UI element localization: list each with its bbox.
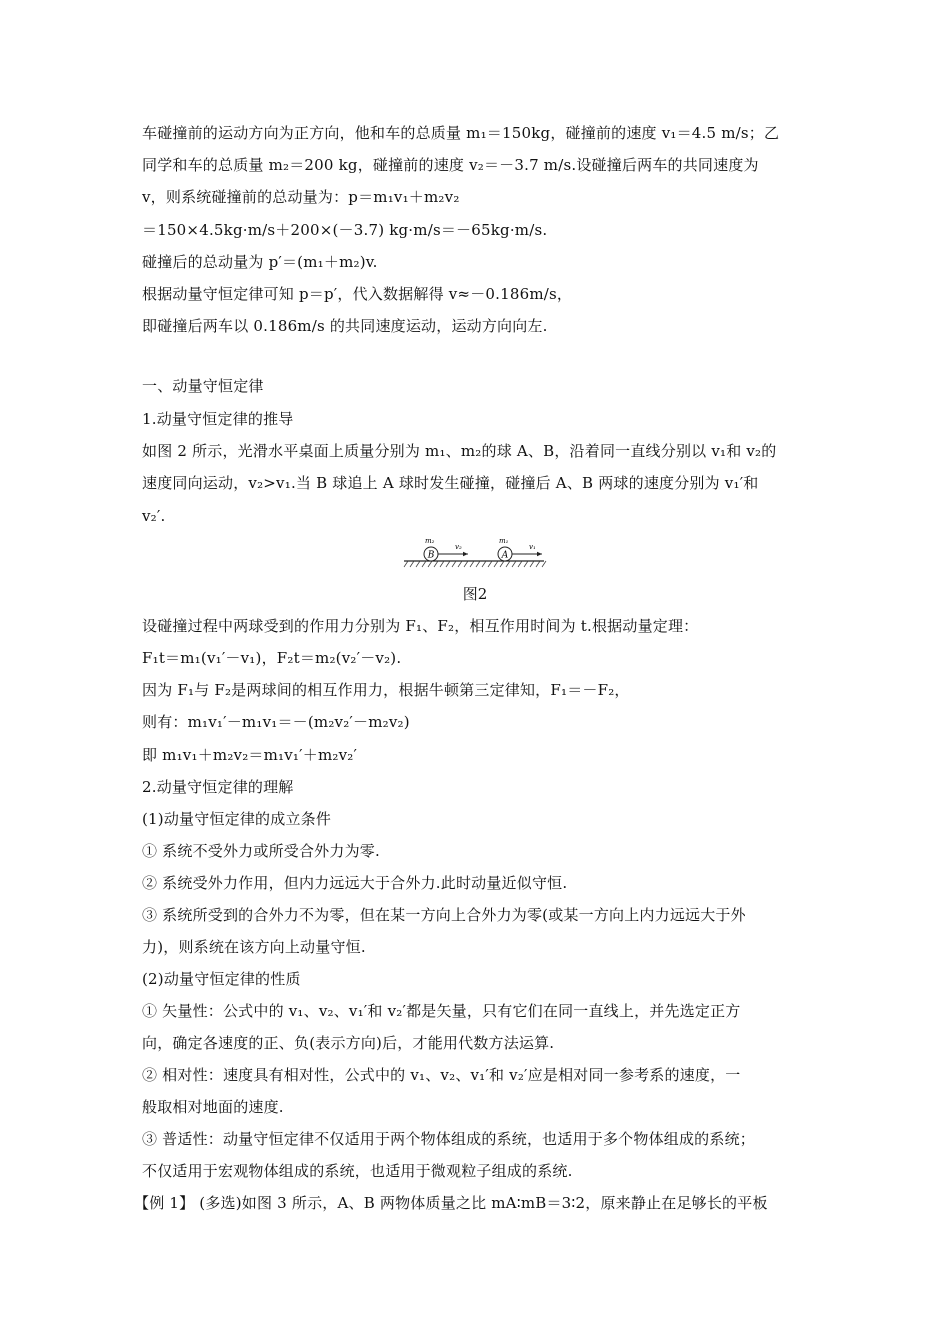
text-line: (2)动量守恒定律的性质: [142, 970, 301, 988]
text-line: 即 m₁v₁＋m₂v₂＝m₁v₁′＋m₂v₂′: [142, 746, 358, 764]
text-line: v₂′.: [142, 507, 166, 525]
velocity-a-label: v₁: [529, 543, 536, 551]
text-line: 设碰撞过程中两球受到的作用力分别为 F₁、F₂，相互作用时间为 t.根据动量定理：: [142, 617, 699, 635]
text-line: 速度同向运动，v₂>v₁.当 B 球追上 A 球时发生碰撞，碰撞后 A、B 两球的速度分别为 v₁′和: [142, 474, 759, 492]
list-item: ① 系统不受外力或所受合外力为零.: [142, 842, 380, 860]
subsection-heading: 2.动量守恒定律的理解: [142, 778, 294, 796]
mass-a-label: m₁: [499, 537, 509, 545]
text-line: 因为 F₁与 F₂是两球间的相互作用力，根据牛顿第三定律知，F₁＝－F₂，: [142, 681, 630, 699]
text-line: 根据动量守恒定律可知 p＝p′，代入数据解得 v≈－0.186m/s，: [142, 285, 573, 303]
text-line: 则有：m₁v₁′－m₁v₁＝－(m₂v₂′－m₂v₂): [142, 713, 410, 731]
velocity-b-label: v₂: [455, 543, 462, 551]
list-item: ① 矢量性：公式中的 v₁、v₂、v₁′和 v₂′都是矢量，只有它们在同一直线上，并先选定正方: [142, 1002, 741, 1020]
text-line: 不仅适用于宏观物体组成的系统，也适用于微观粒子组成的系统.: [142, 1162, 573, 1180]
text-line: ＝150×4.5kg·m/s＋200×(－3.7) kg·m/s＝－65kg·m/s.: [142, 221, 548, 239]
text-line: 如图 2 所示，光滑水平桌面上质量分别为 m₁、m₂的球 A、B，沿着同一直线分别以 v₁和 v₂的: [142, 442, 777, 460]
subsection-heading: 1.动量守恒定律的推导: [142, 410, 294, 428]
mass-b-label: m₂: [425, 537, 435, 545]
example-line: 【例 1】 (多选)如图 3 所示，A、B 两物体质量之比 mA∶mB＝3∶2，原来静止在足够长的平板: [134, 1194, 768, 1212]
list-item: ③ 普适性：动量守恒定律不仅适用于两个物体组成的系统，也适用于多个物体组成的系统；: [142, 1130, 755, 1148]
list-item: ② 相对性：速度具有相对性，公式中的 v₁、v₂、v₁′和 v₂′应是相对同一参考系的速度，一: [142, 1066, 741, 1084]
text-line: v，则系统碰撞前的总动量为：p＝m₁v₁＋m₂v₂: [142, 188, 460, 206]
text-line: 向，确定各速度的正、负(表示方向)后，才能用代数方法运算.: [142, 1034, 555, 1052]
text-line: 般取相对地面的速度.: [142, 1098, 284, 1116]
list-item: ③ 系统所受到的合外力不为零，但在某一方向上合外力为零(或某一方向上内力远远大于外: [142, 906, 746, 924]
list-item: ② 系统受外力作用，但内力远远大于合外力.此时动量近似守恒.: [142, 874, 568, 892]
ball-b-label: B: [427, 550, 435, 561]
ball-a-label: A: [501, 550, 509, 561]
text-line: 即碰撞后两车以 0.186m/s 的共同速度运动，运动方向向左.: [142, 317, 548, 335]
text-line: 同学和车的总质量 m₂＝200 kg，碰撞前的速度 v₂＝－3.7 m/s.设碰撞后两车的共同速度为: [142, 156, 759, 174]
text-line: (1)动量守恒定律的成立条件: [142, 810, 332, 828]
section-heading: 一、动量守恒定律: [142, 377, 264, 395]
figure-caption: 图2: [462, 585, 488, 603]
text-line: F₁t＝m₁(v₁′－v₁)，F₂t＝m₂(v₂′－v₂).: [142, 649, 402, 667]
collision-figure: [400, 533, 548, 573]
text-line: 碰撞后的总动量为 p′＝(m₁＋m₂)v.: [142, 253, 378, 271]
text-line: 车碰撞前的运动方向为正方向，他和车的总质量 m₁＝150kg，碰撞前的速度 v₁＝4.5 m/s；乙: [142, 124, 780, 142]
text-line: 力)，则系统在该方向上动量守恒.: [142, 938, 366, 956]
